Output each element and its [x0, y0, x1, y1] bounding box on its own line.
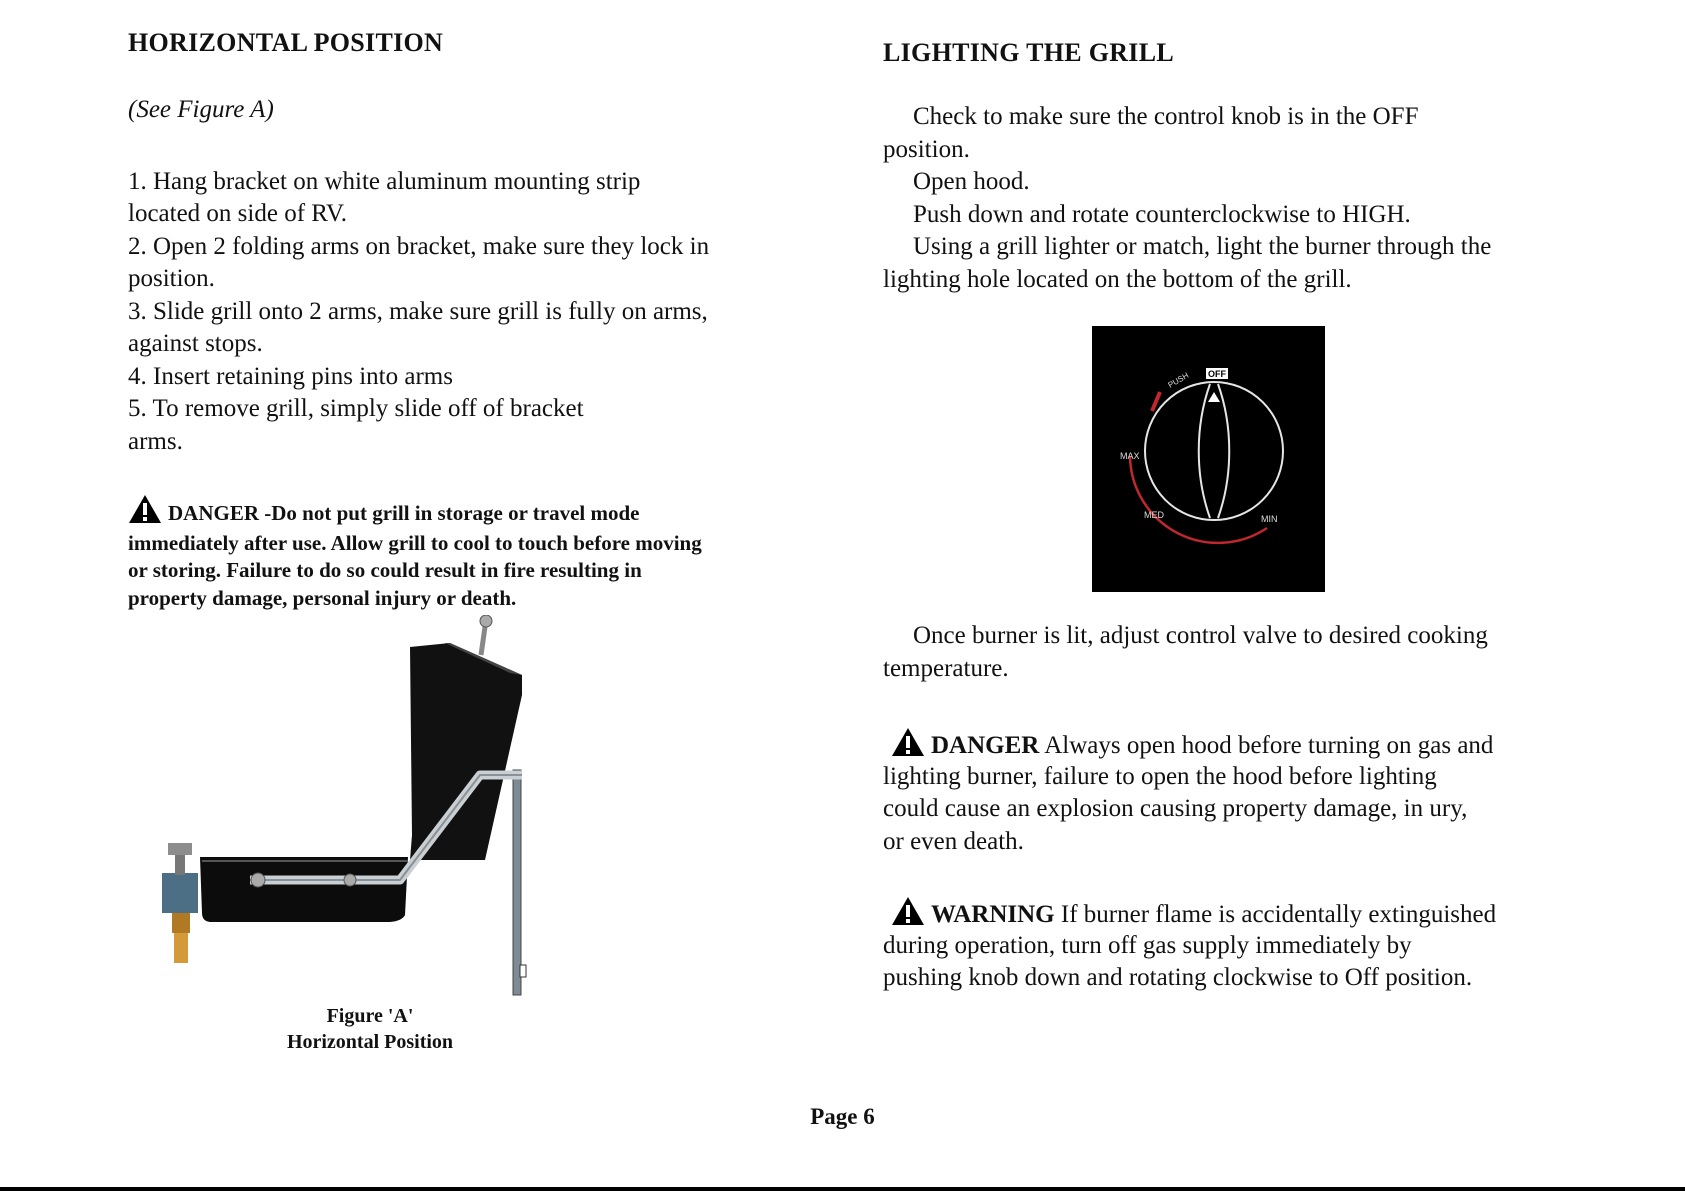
section-heading-lighting: LIGHTING THE GRILL [883, 38, 1175, 67]
page-number: Page 6 [810, 1104, 875, 1129]
after-lit-line: Once burner is lit, adjust control valve to desired cooking [913, 622, 1488, 649]
danger-line: property damage, personal injury or death. [128, 586, 517, 610]
step-line: 1. Hang bracket on white aluminum mounting strip [128, 168, 641, 195]
step-line: located on side of RV. [128, 200, 348, 227]
instruction-line: Using a grill lighter or match, light the burner through the [913, 233, 1492, 260]
danger-text: Always open hood before turning on gas and [1039, 732, 1494, 759]
section-heading-horizontal: HORIZONTAL POSITION [128, 28, 444, 57]
instruction-line: Push down and rotate counterclockwise to HIGH. [913, 201, 1411, 228]
dial-med-label: MED [1144, 510, 1164, 520]
danger-line: or storing. Failure to do so could result in fire resulting in [128, 558, 642, 582]
step-line: 3. Slide grill onto 2 arms, make sure grill is fully on arms, [128, 298, 708, 325]
step-line: against stops. [128, 330, 263, 357]
danger-line [128, 494, 640, 528]
grill-horizontal-figure [150, 615, 550, 1005]
dial-min-label: MIN [1261, 514, 1278, 524]
bottom-border [0, 1187, 1685, 1191]
danger-line [891, 727, 1493, 763]
warning-triangle-icon [128, 494, 162, 524]
warning-line [891, 896, 1496, 932]
danger-line: lighting burner, failure to open the hood before lighting [883, 763, 1437, 790]
warning-text: If burner flame is accidentally extinguished [1054, 901, 1497, 928]
step-line: 5. To remove grill, simply slide off of bracket [128, 395, 584, 422]
step-line: arms. [128, 428, 183, 455]
danger-label: DANGER [931, 732, 1040, 759]
instruction-line: Open hood. [913, 168, 1030, 195]
step-line: 4. Insert retaining pins into arms [128, 363, 453, 390]
dial-push-label: PUSH [1166, 370, 1191, 390]
danger-line: immediately after use. Allow grill to cool to touch before moving [128, 531, 702, 555]
warning-triangle-icon [891, 896, 925, 926]
warning-line: pushing knob down and rotating clockwise to Off position. [883, 964, 1473, 991]
step-line: 2. Open 2 folding arms on bracket, make sure they lock in [128, 233, 710, 260]
danger-label: DANGER [168, 501, 260, 525]
step-line: position. [128, 265, 215, 292]
danger-line: or even death. [883, 828, 1024, 855]
control-knob-dial [1092, 326, 1325, 592]
dial-off-label: OFF [1208, 369, 1226, 379]
danger-line: could cause an explosion causing property damage, in ury, [883, 795, 1468, 822]
figure-caption-subtitle: Horizontal Position [286, 1031, 454, 1053]
after-lit-line: temperature. [883, 655, 1009, 682]
dial-max-label: MAX [1120, 451, 1140, 461]
warning-line: during operation, turn off gas supply immediately by [883, 932, 1412, 959]
instruction-line: position. [883, 136, 970, 163]
figure-caption-title: Figure 'A' [326, 1005, 414, 1027]
figure-caption [220, 1003, 520, 1055]
instruction-line: lighting hole located on the bottom of the grill. [883, 266, 1352, 293]
danger-text: -Do not put grill in storage or travel mode [259, 501, 640, 525]
control-knob-illustration [1092, 326, 1325, 592]
warning-label: WARNING [931, 901, 1055, 928]
instruction-line: Check to make sure the control knob is in the OFF [913, 103, 1419, 130]
see-figure-note: (See Figure A) [128, 96, 274, 123]
warning-triangle-icon [891, 727, 925, 757]
